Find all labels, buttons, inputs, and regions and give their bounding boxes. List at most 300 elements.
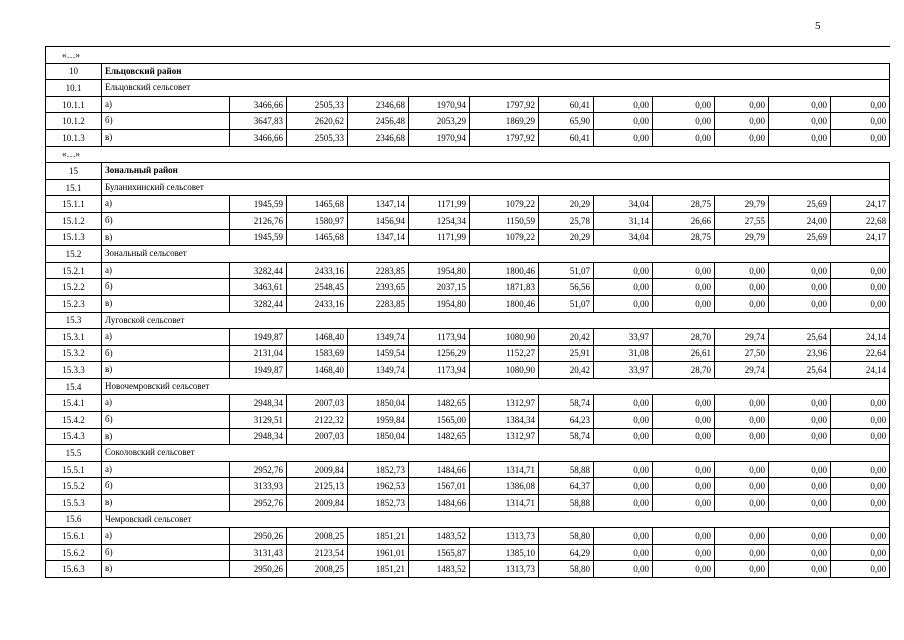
value-cell: 27,50 xyxy=(715,345,769,362)
value-cell: 2952,76 xyxy=(230,495,287,512)
value-cell: 1852,73 xyxy=(348,495,409,512)
settlement-header-row xyxy=(46,179,890,196)
value-cell: 0,00 xyxy=(769,395,831,412)
row-code: 15.1.1 xyxy=(46,196,102,213)
value-cell: 1565,87 xyxy=(409,544,470,561)
row-variant: в) xyxy=(102,129,230,146)
value-cell: 1456,94 xyxy=(348,212,409,229)
value-cell: 0,00 xyxy=(831,113,890,130)
value-cell: 0,00 xyxy=(653,113,715,130)
value-cell: 0,00 xyxy=(769,295,831,312)
value-cell: 1349,74 xyxy=(348,329,409,346)
value-cell: 33,97 xyxy=(594,329,653,346)
value-cell: 2456,48 xyxy=(348,113,409,130)
value-cell: 1945,59 xyxy=(230,196,287,213)
table-row xyxy=(46,428,890,445)
settlement-title: Ельцовский сельсовет xyxy=(102,80,890,97)
row-code: 10.1.3 xyxy=(46,129,102,146)
table-row xyxy=(46,478,890,495)
value-cell: 0,00 xyxy=(715,461,769,478)
value-cell: 2433,16 xyxy=(287,262,348,279)
value-cell: 0,00 xyxy=(831,96,890,113)
table-row xyxy=(46,196,890,213)
value-cell: 0,00 xyxy=(769,528,831,545)
value-cell: 2283,85 xyxy=(348,295,409,312)
row-code: 15.4.2 xyxy=(46,412,102,429)
value-cell: 0,00 xyxy=(594,96,653,113)
value-cell: 0,00 xyxy=(653,461,715,478)
value-cell: 0,00 xyxy=(769,412,831,429)
settlement-header-row xyxy=(46,445,890,462)
row-code: 15.6.2 xyxy=(46,544,102,561)
settlement-title: Соколовский сельсовет xyxy=(102,445,890,462)
value-cell: 3131,43 xyxy=(230,544,287,561)
value-cell: 0,00 xyxy=(769,478,831,495)
value-cell: 2950,26 xyxy=(230,561,287,578)
value-cell: 1150,59 xyxy=(470,212,539,229)
value-cell: 22,64 xyxy=(831,345,890,362)
table-row xyxy=(46,528,890,545)
value-cell: 0,00 xyxy=(653,395,715,412)
value-cell: 2283,85 xyxy=(348,262,409,279)
table-body xyxy=(46,47,890,578)
value-cell: 1080,90 xyxy=(470,329,539,346)
row-variant: в) xyxy=(102,229,230,246)
value-cell: 23,96 xyxy=(769,345,831,362)
value-cell: 2037,15 xyxy=(409,279,470,296)
value-cell: 29,79 xyxy=(715,196,769,213)
value-cell: 0,00 xyxy=(831,561,890,578)
value-cell: 2952,76 xyxy=(230,461,287,478)
row-variant: б) xyxy=(102,279,230,296)
row-variant: а) xyxy=(102,528,230,545)
value-cell: 24,14 xyxy=(831,329,890,346)
settlement-title: Новочемровский сельсовет xyxy=(102,378,890,395)
value-cell: 24,17 xyxy=(831,229,890,246)
value-cell: 0,00 xyxy=(769,428,831,445)
value-cell: 2126,76 xyxy=(230,212,287,229)
value-cell: 1565,00 xyxy=(409,412,470,429)
value-cell: 51,07 xyxy=(539,295,594,312)
value-cell: 34,04 xyxy=(594,229,653,246)
value-cell: 25,64 xyxy=(769,362,831,379)
value-cell: 1580,97 xyxy=(287,212,348,229)
value-cell: 1173,94 xyxy=(409,329,470,346)
value-cell: 0,00 xyxy=(715,262,769,279)
row-code: 10.1 xyxy=(46,80,102,97)
value-cell: 2008,25 xyxy=(287,528,348,545)
value-cell: 0,00 xyxy=(653,129,715,146)
value-cell: 0,00 xyxy=(831,478,890,495)
value-cell: 1468,40 xyxy=(287,329,348,346)
row-code: 15.4.1 xyxy=(46,395,102,412)
value-cell: 2950,26 xyxy=(230,528,287,545)
value-cell: 1483,52 xyxy=(409,528,470,545)
value-cell: 0,00 xyxy=(715,428,769,445)
row-code: 15.1.3 xyxy=(46,229,102,246)
value-cell: 0,00 xyxy=(653,544,715,561)
table-row xyxy=(46,262,890,279)
value-cell: 0,00 xyxy=(594,495,653,512)
table-row xyxy=(46,113,890,130)
value-cell: 3466,66 xyxy=(230,96,287,113)
value-cell: 26,66 xyxy=(653,212,715,229)
value-cell: 1171,99 xyxy=(409,196,470,213)
value-cell: 60,41 xyxy=(539,96,594,113)
value-cell: 1583,69 xyxy=(287,345,348,362)
value-cell: 20,42 xyxy=(539,329,594,346)
value-cell: 25,91 xyxy=(539,345,594,362)
value-cell: 0,00 xyxy=(715,295,769,312)
value-cell: 28,75 xyxy=(653,229,715,246)
value-cell: 0,00 xyxy=(715,544,769,561)
value-cell: 26,61 xyxy=(653,345,715,362)
value-cell: 1850,04 xyxy=(348,428,409,445)
row-variant: б) xyxy=(102,544,230,561)
value-cell: 0,00 xyxy=(594,478,653,495)
settlement-header-row xyxy=(46,378,890,395)
row-variant: в) xyxy=(102,428,230,445)
value-cell: 28,70 xyxy=(653,329,715,346)
value-cell: 0,00 xyxy=(715,412,769,429)
value-cell: 1800,46 xyxy=(470,262,539,279)
value-cell: 56,56 xyxy=(539,279,594,296)
value-cell: 2346,68 xyxy=(348,129,409,146)
value-cell: 3129,51 xyxy=(230,412,287,429)
row-variant: в) xyxy=(102,561,230,578)
value-cell: 0,00 xyxy=(831,528,890,545)
value-cell: 1173,94 xyxy=(409,362,470,379)
value-cell: 1468,40 xyxy=(287,362,348,379)
value-cell: 1384,34 xyxy=(470,412,539,429)
row-code: 15.4 xyxy=(46,378,102,395)
value-cell: 0,00 xyxy=(715,528,769,545)
row-code: 15.6.3 xyxy=(46,561,102,578)
table-row xyxy=(46,279,890,296)
value-cell: 0,00 xyxy=(653,262,715,279)
row-variant: а) xyxy=(102,329,230,346)
table-row xyxy=(46,561,890,578)
row-variant: а) xyxy=(102,461,230,478)
value-cell: 29,79 xyxy=(715,229,769,246)
ellipsis-mark: «…» xyxy=(46,47,890,64)
value-cell: 1954,80 xyxy=(409,295,470,312)
settlement-title: Буланихинский сельсовет xyxy=(102,179,890,196)
row-code: 15.5 xyxy=(46,445,102,462)
row-variant: б) xyxy=(102,113,230,130)
value-cell: 64,23 xyxy=(539,412,594,429)
value-cell: 0,00 xyxy=(653,412,715,429)
value-cell: 0,00 xyxy=(769,495,831,512)
value-cell: 0,00 xyxy=(715,495,769,512)
value-cell: 1385,10 xyxy=(470,544,539,561)
table-row xyxy=(46,495,890,512)
value-cell: 20,29 xyxy=(539,229,594,246)
page-number: 5 xyxy=(815,20,821,32)
value-cell: 2131,04 xyxy=(230,345,287,362)
ellipsis-row xyxy=(46,146,890,163)
value-cell: 0,00 xyxy=(715,129,769,146)
row-variant: в) xyxy=(102,362,230,379)
value-cell: 1465,68 xyxy=(287,196,348,213)
value-cell: 0,00 xyxy=(769,113,831,130)
value-cell: 1313,73 xyxy=(470,561,539,578)
value-cell: 3647,83 xyxy=(230,113,287,130)
row-code: 15.1 xyxy=(46,179,102,196)
value-cell: 28,75 xyxy=(653,196,715,213)
value-cell: 0,00 xyxy=(594,295,653,312)
value-cell: 27,55 xyxy=(715,212,769,229)
value-cell: 1850,04 xyxy=(348,395,409,412)
value-cell: 2122,32 xyxy=(287,412,348,429)
row-code: 15.1.2 xyxy=(46,212,102,229)
value-cell: 1312,97 xyxy=(470,395,539,412)
value-cell: 1314,71 xyxy=(470,495,539,512)
value-cell: 0,00 xyxy=(594,412,653,429)
settlement-title: Луговской сельсовет xyxy=(102,312,890,329)
value-cell: 0,00 xyxy=(831,279,890,296)
table-row xyxy=(46,544,890,561)
table-row xyxy=(46,412,890,429)
value-cell: 1256,29 xyxy=(409,345,470,362)
value-cell: 0,00 xyxy=(769,96,831,113)
value-cell: 0,00 xyxy=(594,544,653,561)
value-cell: 29,74 xyxy=(715,329,769,346)
value-cell: 3463,61 xyxy=(230,279,287,296)
value-cell: 0,00 xyxy=(769,262,831,279)
value-cell: 1483,52 xyxy=(409,561,470,578)
value-cell: 0,00 xyxy=(831,395,890,412)
value-cell: 1962,53 xyxy=(348,478,409,495)
value-cell: 2123,54 xyxy=(287,544,348,561)
value-cell: 51,07 xyxy=(539,262,594,279)
value-cell: 0,00 xyxy=(715,113,769,130)
value-cell: 1171,99 xyxy=(409,229,470,246)
value-cell: 1970,94 xyxy=(409,96,470,113)
settlement-title: Зональный сельсовет xyxy=(102,246,890,263)
row-variant: а) xyxy=(102,96,230,113)
value-cell: 31,08 xyxy=(594,345,653,362)
value-cell: 0,00 xyxy=(653,428,715,445)
value-cell: 1080,90 xyxy=(470,362,539,379)
district-header-row xyxy=(46,163,890,180)
value-cell: 24,14 xyxy=(831,362,890,379)
table-row xyxy=(46,229,890,246)
value-cell: 1871,83 xyxy=(470,279,539,296)
row-code: 10 xyxy=(46,63,102,80)
value-cell: 31,14 xyxy=(594,212,653,229)
value-cell: 1851,21 xyxy=(348,561,409,578)
value-cell: 1949,87 xyxy=(230,329,287,346)
row-code: 15.3.2 xyxy=(46,345,102,362)
value-cell: 1313,73 xyxy=(470,528,539,545)
table-row xyxy=(46,329,890,346)
row-code: 15.6 xyxy=(46,511,102,528)
value-cell: 0,00 xyxy=(594,561,653,578)
row-variant: а) xyxy=(102,196,230,213)
value-cell: 0,00 xyxy=(594,395,653,412)
value-cell: 34,04 xyxy=(594,196,653,213)
value-cell: 25,64 xyxy=(769,329,831,346)
value-cell: 58,80 xyxy=(539,528,594,545)
row-code: 15.5.1 xyxy=(46,461,102,478)
value-cell: 58,88 xyxy=(539,495,594,512)
value-cell: 1961,01 xyxy=(348,544,409,561)
row-variant: в) xyxy=(102,495,230,512)
value-cell: 2009,84 xyxy=(287,461,348,478)
value-cell: 2053,29 xyxy=(409,113,470,130)
table-row xyxy=(46,129,890,146)
value-cell: 0,00 xyxy=(594,461,653,478)
value-cell: 1800,46 xyxy=(470,295,539,312)
value-cell: 2948,34 xyxy=(230,428,287,445)
value-cell: 2125,13 xyxy=(287,478,348,495)
value-cell: 24,17 xyxy=(831,196,890,213)
value-cell: 0,00 xyxy=(769,279,831,296)
value-cell: 1954,80 xyxy=(409,262,470,279)
value-cell: 1851,21 xyxy=(348,528,409,545)
value-cell: 0,00 xyxy=(715,279,769,296)
value-cell: 2505,33 xyxy=(287,96,348,113)
value-cell: 0,00 xyxy=(769,461,831,478)
value-cell: 25,69 xyxy=(769,229,831,246)
value-cell: 22,68 xyxy=(831,212,890,229)
value-cell: 0,00 xyxy=(831,428,890,445)
value-cell: 0,00 xyxy=(653,561,715,578)
value-cell: 2009,84 xyxy=(287,495,348,512)
value-cell: 1567,01 xyxy=(409,478,470,495)
value-cell: 0,00 xyxy=(594,113,653,130)
value-cell: 3282,44 xyxy=(230,295,287,312)
value-cell: 2007,03 xyxy=(287,428,348,445)
value-cell: 2433,16 xyxy=(287,295,348,312)
district-title: Зональный район xyxy=(102,163,890,180)
value-cell: 1254,34 xyxy=(409,212,470,229)
value-cell: 1386,08 xyxy=(470,478,539,495)
value-cell: 0,00 xyxy=(715,478,769,495)
value-cell: 1484,66 xyxy=(409,461,470,478)
tariff-table xyxy=(45,46,890,578)
value-cell: 64,29 xyxy=(539,544,594,561)
row-code: 15.6.1 xyxy=(46,528,102,545)
value-cell: 2007,03 xyxy=(287,395,348,412)
row-code: 15 xyxy=(46,163,102,180)
value-cell: 1152,27 xyxy=(470,345,539,362)
value-cell: 3133,93 xyxy=(230,478,287,495)
value-cell: 58,88 xyxy=(539,461,594,478)
settlement-header-row xyxy=(46,511,890,528)
value-cell: 58,80 xyxy=(539,561,594,578)
value-cell: 1314,71 xyxy=(470,461,539,478)
value-cell: 0,00 xyxy=(653,528,715,545)
value-cell: 2393,65 xyxy=(348,279,409,296)
value-cell: 1482,65 xyxy=(409,428,470,445)
table-row xyxy=(46,395,890,412)
value-cell: 1459,54 xyxy=(348,345,409,362)
value-cell: 20,42 xyxy=(539,362,594,379)
value-cell: 3466,66 xyxy=(230,129,287,146)
row-code: 15.2.3 xyxy=(46,295,102,312)
value-cell: 0,00 xyxy=(831,495,890,512)
value-cell: 1079,22 xyxy=(470,196,539,213)
value-cell: 1797,92 xyxy=(470,129,539,146)
value-cell: 2008,25 xyxy=(287,561,348,578)
value-cell: 0,00 xyxy=(715,395,769,412)
value-cell: 1347,14 xyxy=(348,196,409,213)
table-row xyxy=(46,96,890,113)
value-cell: 28,70 xyxy=(653,362,715,379)
district-header-row xyxy=(46,63,890,80)
row-variant: б) xyxy=(102,212,230,229)
table-row xyxy=(46,345,890,362)
value-cell: 24,00 xyxy=(769,212,831,229)
value-cell: 1959,84 xyxy=(348,412,409,429)
row-code: 15.3 xyxy=(46,312,102,329)
value-cell: 1484,66 xyxy=(409,495,470,512)
settlement-header-row xyxy=(46,246,890,263)
value-cell: 0,00 xyxy=(769,544,831,561)
row-variant: в) xyxy=(102,295,230,312)
value-cell: 1482,65 xyxy=(409,395,470,412)
value-cell: 65,90 xyxy=(539,113,594,130)
value-cell: 0,00 xyxy=(653,495,715,512)
row-code: 15.4.3 xyxy=(46,428,102,445)
value-cell: 1949,87 xyxy=(230,362,287,379)
value-cell: 0,00 xyxy=(769,561,831,578)
row-code: 15.5.3 xyxy=(46,495,102,512)
value-cell: 1347,14 xyxy=(348,229,409,246)
row-code: 15.3.3 xyxy=(46,362,102,379)
value-cell: 0,00 xyxy=(769,129,831,146)
value-cell: 2620,62 xyxy=(287,113,348,130)
row-code: 10.1.1 xyxy=(46,96,102,113)
value-cell: 58,74 xyxy=(539,395,594,412)
value-cell: 29,74 xyxy=(715,362,769,379)
row-variant: б) xyxy=(102,412,230,429)
value-cell: 0,00 xyxy=(594,262,653,279)
row-variant: б) xyxy=(102,345,230,362)
row-code: 15.2 xyxy=(46,246,102,263)
settlement-title: Чемровский сельсовет xyxy=(102,511,890,528)
value-cell: 0,00 xyxy=(653,279,715,296)
value-cell: 1349,74 xyxy=(348,362,409,379)
value-cell: 2948,34 xyxy=(230,395,287,412)
value-cell: 33,97 xyxy=(594,362,653,379)
row-code: 15.2.1 xyxy=(46,262,102,279)
value-cell: 0,00 xyxy=(594,528,653,545)
district-title: Ельцовский район xyxy=(102,63,890,80)
value-cell: 3282,44 xyxy=(230,262,287,279)
value-cell: 0,00 xyxy=(594,428,653,445)
value-cell: 0,00 xyxy=(715,96,769,113)
value-cell: 0,00 xyxy=(653,96,715,113)
value-cell: 1869,29 xyxy=(470,113,539,130)
value-cell: 2505,33 xyxy=(287,129,348,146)
value-cell: 0,00 xyxy=(715,561,769,578)
value-cell: 1970,94 xyxy=(409,129,470,146)
value-cell: 25,69 xyxy=(769,196,831,213)
value-cell: 25,78 xyxy=(539,212,594,229)
value-cell: 0,00 xyxy=(831,461,890,478)
row-code: 15.2.2 xyxy=(46,279,102,296)
value-cell: 0,00 xyxy=(594,129,653,146)
value-cell: 60,41 xyxy=(539,129,594,146)
value-cell: 0,00 xyxy=(653,478,715,495)
value-cell: 1797,92 xyxy=(470,96,539,113)
value-cell: 0,00 xyxy=(831,129,890,146)
value-cell: 1852,73 xyxy=(348,461,409,478)
table-row xyxy=(46,461,890,478)
